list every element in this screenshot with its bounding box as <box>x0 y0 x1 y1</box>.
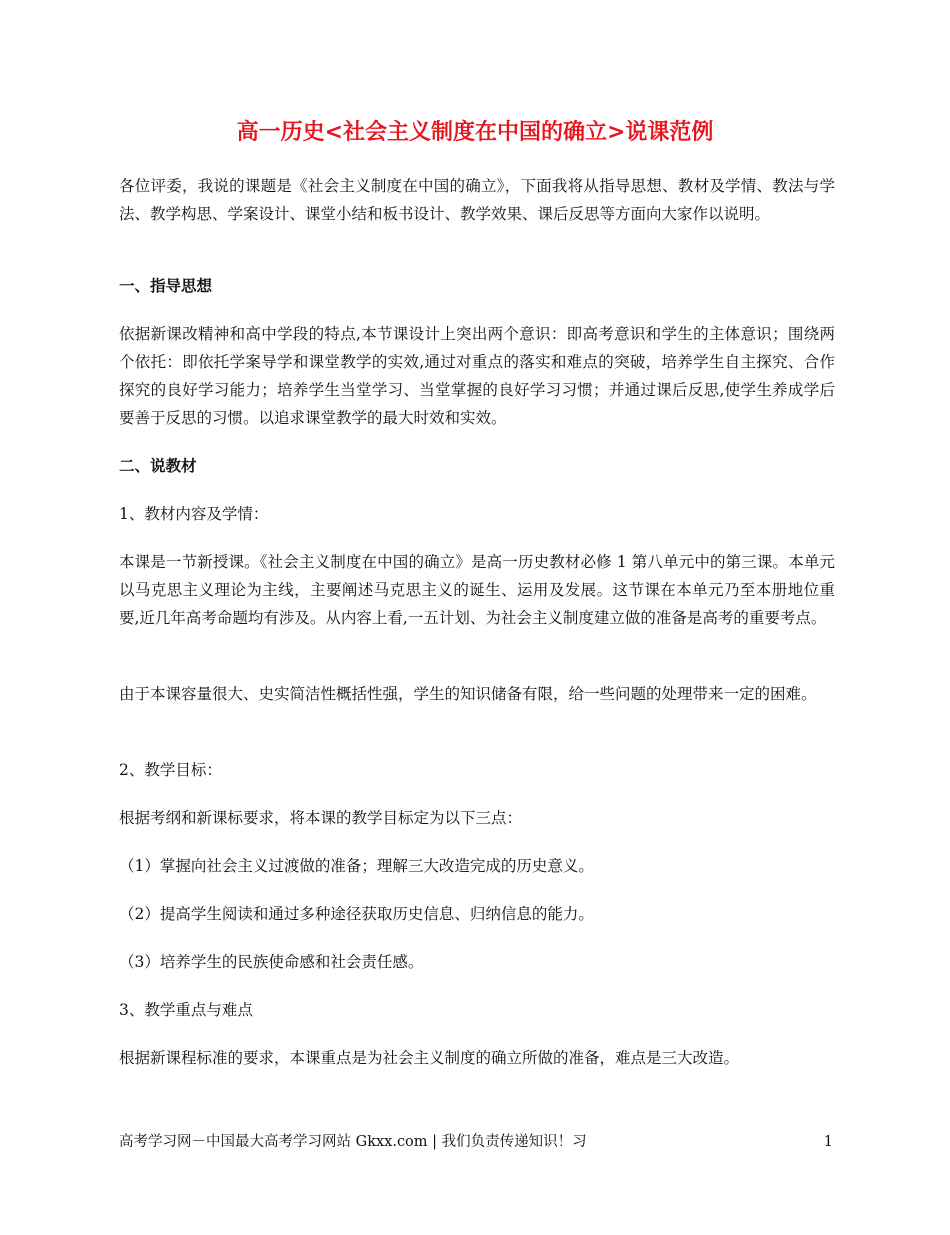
footer-site-text: 高考学习网－中国最大高考学习网站 Gkxx.com | 我们负责传递知识！习 <box>119 1134 587 1150</box>
learning-situation-paragraph: 由于本课容量很大、史实简洁性概括性强，学生的知识储备有限，给一些问题的处理带来一定的困难。 <box>119 685 817 703</box>
subsection-label-goals: 2、教学目标： <box>119 761 222 779</box>
key-points-paragraph: 根据新课程标准的要求，本课重点是为社会主义制度的确立所做的准备，难点是三大改造。 <box>119 1049 740 1067</box>
intro-paragraph: 各位评委，我说的课题是《社会主义制度在中国的确立》，下面我将从指导思想、教材及学情、教法与学法、教学构思、学案设计、课堂小结和板书设计、教学效果、课后反思等方面向大家作以说明。 <box>119 177 835 223</box>
goal-item: （3）培养学生的民族使命感和社会责任感。 <box>119 953 424 971</box>
subsection-label-key-points: 3、教学重点与难点 <box>119 1001 253 1019</box>
guiding-ideology-paragraph: 依据新课改精神和高中学段的特点,本节课设计上突出两个意识：即高考意识和学生的主体意识；围绕两个依托：即依托学案导学和课堂教学的实效,通过对重点的落实和难点的突破，培养学生自主探究、合作探究的良好学习能力；培养学生当堂学习、当堂掌握的良好学习习惯；并通过课后反思,使学生养成学后要善于反思的习惯。以追求课堂教学的最大时效和实效。 <box>119 325 835 427</box>
goal-item: （1）掌握向社会主义过渡做的准备；理解三大改造完成的历史意义。 <box>119 857 594 875</box>
section-heading-guiding-ideology: 一、指导思想 <box>119 277 213 295</box>
goal-item: （2）提高学生阅读和通过多种途径获取历史信息、归纳信息的能力。 <box>119 905 594 923</box>
goals-lead-paragraph: 根据考纲和新课标要求，将本课的教学目标定为以下三点： <box>119 809 523 827</box>
content-paragraph: 本课是一节新授课。《社会主义制度在中国的确立》是高一历史教材必修 1 第八单元中的第三课。本单元以马克思主义理论为主线，主要阐述马克思主义的诞生、运用及发展。这节课在本单元乃至本册地位重要,近几年高考命题均有涉及。从内容上看,一五计划、为社会主义制度建立做的准备是高考的重要考点。 <box>119 553 835 627</box>
subsection-label-content: 1、教材内容及学情： <box>119 505 269 523</box>
document-title: 高一历史<社会主义制度在中国的确立>说课范例 <box>236 120 714 145</box>
section-heading-textbook: 二、说教材 <box>119 457 197 475</box>
page-number: 1 <box>823 1134 833 1150</box>
